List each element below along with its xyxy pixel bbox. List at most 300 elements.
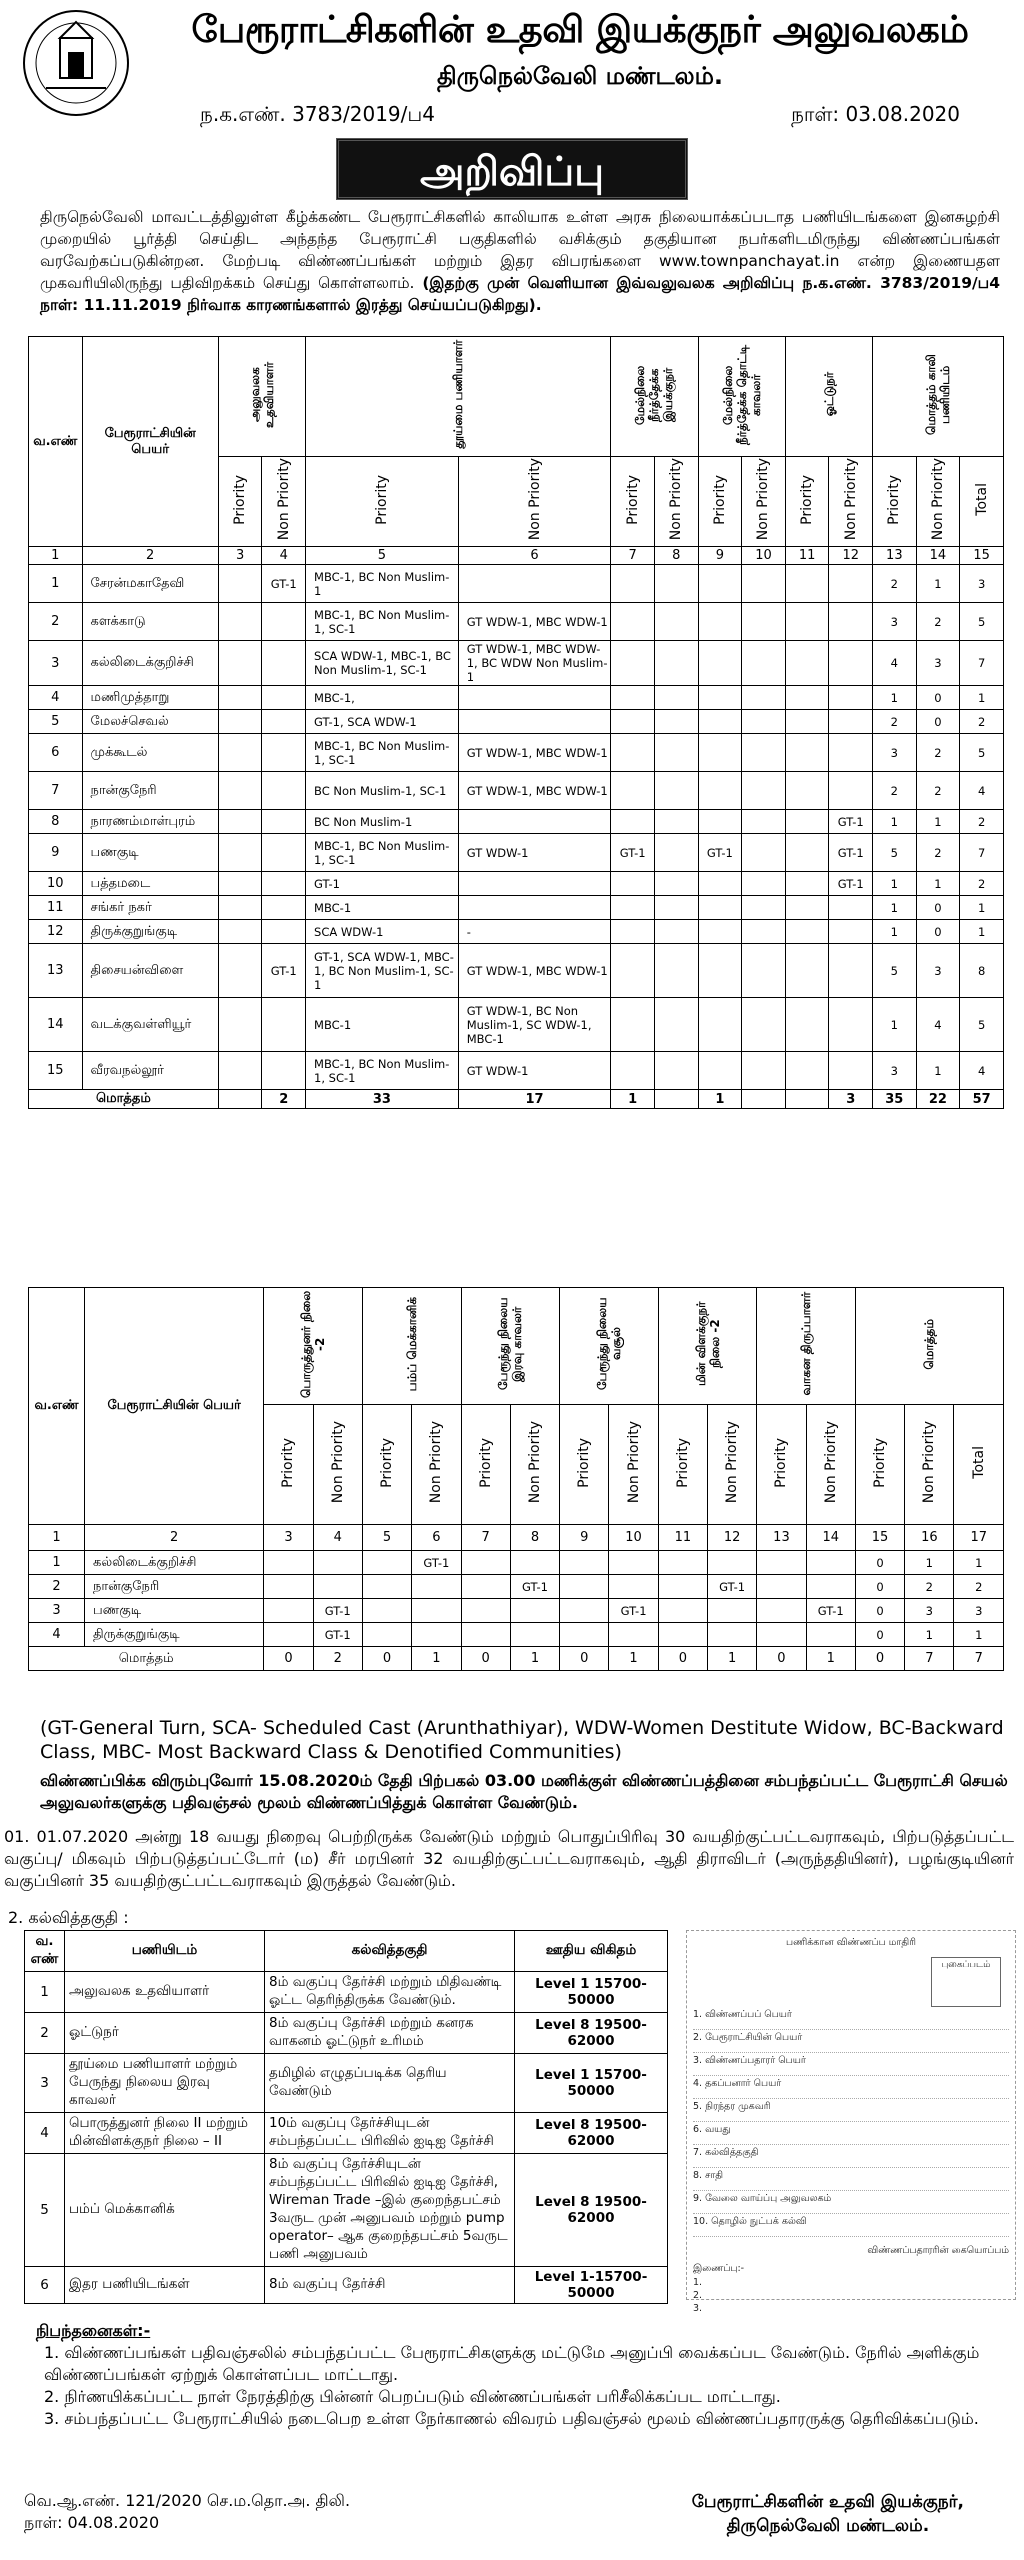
table-row — [29, 686, 1004, 710]
table-row — [29, 710, 1004, 734]
total-cell — [218, 1090, 262, 1109]
row-cell — [785, 834, 829, 872]
total-cell: 0 — [264, 1647, 313, 1671]
row-cell — [785, 810, 829, 834]
table-row — [29, 1551, 1004, 1575]
row-cell: GT-1, SCA WDW-1, MBC-1, BC Non Muslim-1, SC-1 — [306, 944, 459, 998]
row-cell — [461, 1575, 510, 1599]
row-cell — [458, 872, 611, 896]
edu-sno: 5 — [25, 2154, 65, 2267]
row-cell — [654, 872, 698, 896]
row-cell — [742, 944, 786, 998]
sub-header: Priority — [624, 474, 641, 525]
table-row — [29, 1052, 1004, 1090]
row-cell: MBC-1 — [306, 998, 459, 1052]
row-name: திருக்குறுங்குடி — [85, 1623, 264, 1647]
row-cell — [362, 1551, 411, 1575]
total-cell: 1 — [510, 1647, 559, 1671]
row-cell — [458, 686, 611, 710]
row-cell: 2 — [916, 834, 960, 872]
edu-pay: Level 1 15700-50000 — [515, 2054, 668, 2113]
column-number: 5 — [306, 547, 459, 565]
group-header: மேல்நிலை நீர்த்தேக்க இயக்குநர் — [633, 364, 676, 425]
total-cell: 0 — [362, 1647, 411, 1671]
row-cell — [218, 920, 262, 944]
row-cell — [611, 872, 655, 896]
row-cell: 8 — [960, 944, 1004, 998]
row-cell — [218, 710, 262, 734]
row-cell — [262, 896, 306, 920]
column-number: 3 — [218, 547, 262, 565]
row-sno: 5 — [29, 710, 83, 734]
application-form-sample — [686, 1930, 1016, 2314]
row-cell — [698, 603, 742, 641]
footer-signatory — [692, 2490, 964, 2538]
column-number: 10 — [609, 1525, 658, 1551]
row-cell: GT-1 — [306, 872, 459, 896]
row-cell — [829, 710, 873, 734]
edu-qual: 8ம் வகுப்பு தேர்ச்சி — [265, 2267, 515, 2304]
row-cell: GT-1 — [698, 834, 742, 872]
row-cell — [654, 565, 698, 603]
row-cell — [829, 896, 873, 920]
row-cell — [461, 1551, 510, 1575]
column-number: 12 — [708, 1525, 757, 1551]
row-cell — [698, 686, 742, 710]
row-sno: 10 — [29, 872, 83, 896]
column-number: 15 — [960, 547, 1004, 565]
row-name: வீரவநல்லூர் — [82, 1052, 218, 1090]
row-cell: 1 — [954, 1623, 1004, 1647]
row-cell — [611, 896, 655, 920]
column-number: 2 — [85, 1525, 264, 1551]
row-cell — [611, 998, 655, 1052]
row-cell — [560, 1623, 609, 1647]
row-cell: GT WDW-1, BC Non Muslim-1, SC WDW-1, MBC-1 — [458, 998, 611, 1052]
column-number: 7 — [611, 547, 655, 565]
sub-header: Non Priority — [929, 458, 946, 541]
apply-instruction: விண்ணப்பிக்க விரும்புவோர் 15.08.2020ம் தேதி பிற்பகல் 03.00 மணிக்குள் விண்ணப்பத்தினை சம்பந்தப்பட்ட பேரூராட்சி செயல் அலுவலர்களுக்கு பதிவஞ்சல் மூலம் விண்ணப்பித்துக் கொள்ள வேண்டும். — [40, 1771, 1008, 1812]
total-cell: 7 — [905, 1647, 954, 1671]
row-cell — [218, 565, 262, 603]
row-cell: 3 — [873, 603, 917, 641]
row-cell — [742, 872, 786, 896]
row-cell: 1 — [873, 686, 917, 710]
row-cell — [262, 710, 306, 734]
sub-header: Priority — [280, 1437, 297, 1488]
row-cell — [698, 641, 742, 686]
row-sno: 4 — [29, 1623, 85, 1647]
row-cell — [742, 565, 786, 603]
edu-qual: 8ம் வகுப்பு தேர்ச்சி மற்றும் கனரக வாகனம் ஓட்டுநர் உரிமம் — [265, 2013, 515, 2054]
conditions-section — [24, 2320, 1004, 2430]
col-name: பேரூராட்சியின் பெயர் — [82, 337, 218, 547]
row-cell — [708, 1623, 757, 1647]
row-cell — [757, 1575, 806, 1599]
row-name: வடக்குவள்ளியூர் — [82, 998, 218, 1052]
edu-row — [25, 2013, 668, 2054]
row-cell: GT-1 — [829, 872, 873, 896]
row-cell: GT-1 — [829, 810, 873, 834]
row-cell — [262, 834, 306, 872]
total-cell: 2 — [262, 1090, 306, 1109]
row-cell — [262, 772, 306, 810]
row-cell: MBC-1, BC Non Muslim-1, SC-1 — [306, 1052, 459, 1090]
column-number: 13 — [873, 547, 917, 565]
sub-header: Priority — [373, 474, 390, 525]
table-row — [29, 896, 1004, 920]
row-cell: GT-1 — [262, 944, 306, 998]
row-name: மணிமுத்தாறு — [82, 686, 218, 710]
row-cell — [611, 810, 655, 834]
edu-qual: 8ம் வகுப்பு தேர்ச்சியுடன் சம்பந்தப்பட்ட பிரிவில் ஐடிஐ தேர்ச்சி, Wireman Trade –இல் குறைந்தபட்சம் 3வருட முன் அனுபவம் மற்றும் pump operator– ஆக குறைந்தபட்சம் 5வருட பணி அனுபவம் — [265, 2154, 515, 2267]
row-cell — [829, 772, 873, 810]
form-photo-box: புகைப்படம் — [931, 1957, 1001, 2007]
table-row — [29, 1599, 1004, 1623]
group-header: ஓட்டுநர் — [821, 372, 836, 417]
row-cell — [829, 603, 873, 641]
form-field: 6. வயது — [693, 2124, 1009, 2145]
row-cell — [362, 1575, 411, 1599]
row-name: திசையன்விளை — [82, 944, 218, 998]
row-cell — [461, 1623, 510, 1647]
row-cell — [698, 810, 742, 834]
edu-post: பொருத்துனர் நிலை II மற்றும் மின்விளக்குநர் நிலை – II — [65, 2113, 265, 2154]
column-number: 12 — [829, 547, 873, 565]
row-cell — [262, 734, 306, 772]
row-cell — [742, 686, 786, 710]
total-cell: 22 — [916, 1090, 960, 1109]
row-cell: 0 — [916, 710, 960, 734]
row-cell — [262, 998, 306, 1052]
row-cell: 1 — [905, 1623, 954, 1647]
col-sno: வ.எண் — [29, 337, 83, 547]
row-sno: 14 — [29, 998, 83, 1052]
condition-item: 2. நிர்ணயிக்கப்பட்ட நாள் நேரத்திற்கு பின்னர் பெறப்படும் விண்ணப்பங்கள் பரிசீலிக்கப்பட மாட்டாது. — [44, 2387, 781, 2406]
row-cell: 1 — [916, 872, 960, 896]
total-cell: 3 — [829, 1090, 873, 1109]
intro-text: திருநெல்வேலி மாவட்டத்திலுள்ள கீழ்க்கண்ட பேரூராட்சிகளில் காலியாக உள்ள அரசு நிலையாக்கப்படாத பணியிடங்களை இனசுழற்சி முறையில் பூர்த்தி செய்திட அந்தந்த பேரூராட்சி பகுதிகளில் வசிக்கும் தகுதியான நபர்களிடமிருந்து விண்ணப்பங்கள் வரவேற்கப்படுகின்றன. மேற்படி விண்ணப்பங்கள் மற்றும் இதர விபரங்களை www.townpanchayat.in என்ற இணையதள முகவரியிலிருந்து பதிவிறக்கம் செய்து கொள்ளலாம். — [40, 208, 1000, 292]
row-cell — [742, 920, 786, 944]
row-cell — [708, 1551, 757, 1575]
row-cell: GT-1 — [611, 834, 655, 872]
sub-header-cell — [560, 1405, 609, 1525]
row-cell — [218, 810, 262, 834]
row-cell: 3 — [916, 944, 960, 998]
footer-ref-date: நாள்: 04.08.2020 — [24, 2513, 160, 2532]
sub-header: Non Priority — [755, 458, 772, 541]
row-cell — [262, 603, 306, 641]
row-cell: 4 — [916, 998, 960, 1052]
total-cell: 1 — [412, 1647, 461, 1671]
row-cell: 2 — [960, 710, 1004, 734]
group-header: மொத்தம் காலி பணியிடம் — [924, 354, 952, 435]
intro-cancel-note: (இதற்கு முன் வெளியான இவ்வலுவலக அறிவிப்பு ந.க.எண். 3783/2019/ப4 நாள்: 11.11.2019 நிர்வாக காரணங்களால் இரத்து செய்யப்படுகிறது). — [40, 274, 1000, 314]
col-sno: வ.எண் — [29, 1288, 85, 1525]
row-cell — [611, 772, 655, 810]
row-cell — [218, 834, 262, 872]
total-cell: 1 — [611, 1090, 655, 1109]
column-number: 3 — [264, 1525, 313, 1551]
group-header: தூய்மை பணியாளர் — [451, 340, 466, 449]
total-cell: 33 — [306, 1090, 459, 1109]
row-cell — [262, 872, 306, 896]
row-cell: GT WDW-1, MBC WDW-1 — [458, 772, 611, 810]
row-cell: 5 — [960, 734, 1004, 772]
row-cell — [829, 998, 873, 1052]
row-cell — [262, 810, 306, 834]
row-cell — [362, 1599, 411, 1623]
sub-header: Non Priority — [822, 1421, 839, 1504]
row-name: பணகுடி — [82, 834, 218, 872]
edu-col-sno: வ. எண் — [25, 1931, 65, 1972]
row-cell — [785, 998, 829, 1052]
row-cell — [262, 920, 306, 944]
form-field: 7. கல்வித்தகுதி — [693, 2147, 1009, 2168]
column-number: 6 — [412, 1525, 461, 1551]
row-sno: 1 — [29, 565, 83, 603]
row-cell: 0 — [916, 920, 960, 944]
row-cell: 2 — [873, 710, 917, 734]
vacancy-table-1 — [28, 336, 1004, 1109]
row-cell — [698, 1052, 742, 1090]
row-cell: 0 — [916, 686, 960, 710]
row-cell — [806, 1623, 855, 1647]
row-cell — [829, 734, 873, 772]
total-cell: 2 — [313, 1647, 362, 1671]
intro-paragraph — [40, 206, 1000, 316]
row-cell: 1 — [873, 896, 917, 920]
row-sno: 8 — [29, 810, 83, 834]
row-cell: MBC-1 — [306, 896, 459, 920]
vacancy-table-2 — [28, 1287, 1004, 1671]
edu-pay: Level 1-15700-50000 — [515, 2267, 668, 2304]
row-cell: 2 — [905, 1575, 954, 1599]
row-name: பத்தமடை — [82, 872, 218, 896]
row-cell — [658, 1551, 707, 1575]
row-cell: 0 — [855, 1599, 904, 1623]
row-cell: BC Non Muslim-1 — [306, 810, 459, 834]
table-row — [29, 565, 1004, 603]
row-cell — [829, 641, 873, 686]
sub-header: Non Priority — [275, 458, 292, 541]
row-cell: 3 — [873, 734, 917, 772]
row-cell — [654, 810, 698, 834]
form-field: 3. விண்ணப்பதாரர் பெயர் — [693, 2055, 1009, 2076]
row-cell — [611, 641, 655, 686]
row-cell — [510, 1551, 559, 1575]
row-cell: 7 — [960, 641, 1004, 686]
row-cell: BC Non Muslim-1, SC-1 — [306, 772, 459, 810]
row-cell — [785, 603, 829, 641]
sub-header-cell — [461, 1405, 510, 1525]
sub-header: Priority — [886, 474, 903, 525]
edu-sno: 1 — [25, 1972, 65, 2013]
table-row — [29, 834, 1004, 872]
edu-qual: 10ம் வகுப்பு தேர்ச்சியுடன் சம்பந்தப்பட்ட பிரிவில் ஐடிஐ தேர்ச்சி — [265, 2113, 515, 2154]
row-cell — [458, 565, 611, 603]
row-cell: GT-1 — [708, 1575, 757, 1599]
row-cell — [611, 1052, 655, 1090]
total-row — [29, 1647, 1004, 1671]
row-cell: 1 — [873, 810, 917, 834]
column-number: 5 — [362, 1525, 411, 1551]
total-cell: 35 — [873, 1090, 917, 1109]
row-cell: 0 — [855, 1551, 904, 1575]
row-cell — [806, 1575, 855, 1599]
edu-col-post: பணியிடம் — [65, 1931, 265, 1972]
row-cell: MBC-1, — [306, 686, 459, 710]
row-cell — [654, 834, 698, 872]
total-cell — [654, 1090, 698, 1109]
row-cell: GT-1 — [262, 565, 306, 603]
row-cell — [698, 944, 742, 998]
sub-header: Total — [970, 1446, 987, 1479]
row-cell: 5 — [873, 834, 917, 872]
row-sno: 11 — [29, 896, 83, 920]
sub-header: Priority — [477, 1437, 494, 1488]
edu-qual: 8ம் வகுப்பு தேர்ச்சி மற்றும் மிதிவண்டி ஓட்ட தெரிந்திருக்க வேண்டும். — [265, 1972, 515, 2013]
row-name: முக்கூடல் — [82, 734, 218, 772]
sub-header: Non Priority — [526, 1421, 543, 1504]
column-number: 7 — [461, 1525, 510, 1551]
row-cell — [218, 772, 262, 810]
sub-header-cell — [905, 1405, 954, 1525]
row-cell — [742, 641, 786, 686]
row-sno: 1 — [29, 1551, 85, 1575]
row-name: நான்குநேரி — [85, 1575, 264, 1599]
edu-row — [25, 2267, 668, 2304]
row-cell — [785, 872, 829, 896]
row-cell — [218, 734, 262, 772]
column-number: 17 — [954, 1525, 1004, 1551]
table-row — [29, 1575, 1004, 1599]
row-cell — [785, 1052, 829, 1090]
column-number: 1 — [29, 1525, 85, 1551]
row-sno: 9 — [29, 834, 83, 872]
row-name: சங்கர் நகர் — [82, 896, 218, 920]
row-cell — [458, 810, 611, 834]
row-cell: SCA WDW-1 — [306, 920, 459, 944]
row-cell: 4 — [960, 1052, 1004, 1090]
row-name: கல்லிடைக்குறிச்சி — [82, 641, 218, 686]
row-cell — [412, 1575, 461, 1599]
column-number: 1 — [29, 547, 83, 565]
row-cell: 2 — [954, 1575, 1004, 1599]
form-field: 5. நிரந்தர முகவரி — [693, 2101, 1009, 2122]
row-cell — [654, 896, 698, 920]
row-cell — [654, 920, 698, 944]
row-cell — [654, 710, 698, 734]
sub-header-cell — [658, 1405, 707, 1525]
row-cell: GT WDW-1, MBC WDW-1 — [458, 944, 611, 998]
row-cell — [313, 1575, 362, 1599]
total-label: மொத்தம் — [29, 1647, 264, 1671]
group-header: பேரூந்து நிலைய வசூல் — [594, 1297, 623, 1391]
row-cell: 1 — [960, 686, 1004, 710]
sub-header: Priority — [711, 474, 728, 525]
condition-item: 1. விண்ணப்பங்கள் பதிவஞ்சலில் சம்பந்தப்பட்ட பேரூராட்சிகளுக்கு மட்டுமே அனுப்பி வைக்கப்பட வேண்டும். நேரில் அளிக்கும் விண்ணப்பங்கள் ஏற்றுக் கொள்ளப்பட மாட்டாது. — [44, 2343, 980, 2384]
column-number: 13 — [757, 1525, 806, 1551]
row-cell: 1 — [905, 1551, 954, 1575]
edu-post: அலுவலக உதவியாளர் — [65, 1972, 265, 2013]
row-cell: - — [458, 920, 611, 944]
form-field: 9. வேலை வாய்ப்பு அலுவலகம் — [693, 2193, 1009, 2214]
column-number: 11 — [658, 1525, 707, 1551]
row-cell — [510, 1623, 559, 1647]
row-cell — [654, 603, 698, 641]
row-cell — [611, 944, 655, 998]
sub-header: Non Priority — [921, 1421, 938, 1504]
education-table — [24, 1930, 668, 2304]
row-cell — [742, 834, 786, 872]
edu-sno: 3 — [25, 2054, 65, 2113]
column-number: 4 — [262, 547, 306, 565]
form-field: 4. தகப்பனார் பெயர் — [693, 2078, 1009, 2099]
office-title: பேரூராட்சிகளின் உதவி இயக்குநர் அலுவலகம் — [191, 8, 969, 51]
row-sno: 15 — [29, 1052, 83, 1090]
row-cell — [412, 1599, 461, 1623]
row-cell — [785, 772, 829, 810]
row-cell: 2 — [873, 565, 917, 603]
table-row — [29, 998, 1004, 1052]
row-cell: MBC-1, BC Non Muslim-1, SC-1 — [306, 834, 459, 872]
sub-header-cell — [313, 1405, 362, 1525]
total-cell: 0 — [855, 1647, 904, 1671]
row-cell — [785, 565, 829, 603]
row-cell: 5 — [960, 603, 1004, 641]
row-cell — [560, 1575, 609, 1599]
column-number: 16 — [905, 1525, 954, 1551]
form-field: 8. சாதி — [693, 2170, 1009, 2191]
row-name: திருக்குறுங்குடி — [82, 920, 218, 944]
row-cell — [742, 603, 786, 641]
row-cell: 1 — [960, 896, 1004, 920]
row-cell — [362, 1623, 411, 1647]
row-cell: 2 — [916, 772, 960, 810]
row-cell — [742, 710, 786, 734]
row-cell: 5 — [873, 944, 917, 998]
row-cell: 1 — [916, 565, 960, 603]
row-cell: 1 — [916, 1052, 960, 1090]
total-cell: 0 — [757, 1647, 806, 1671]
total-row — [29, 1090, 1004, 1109]
row-cell — [560, 1599, 609, 1623]
column-number: 11 — [785, 547, 829, 565]
row-cell — [458, 896, 611, 920]
column-number: 8 — [510, 1525, 559, 1551]
column-number: 4 — [313, 1525, 362, 1551]
sub-header-cell — [412, 1405, 461, 1525]
row-cell: 5 — [960, 998, 1004, 1052]
row-cell: GT-1 — [510, 1575, 559, 1599]
row-cell — [742, 998, 786, 1052]
notice-heading: அறிவிப்பு — [336, 138, 688, 200]
row-cell — [742, 810, 786, 834]
row-cell: 4 — [873, 641, 917, 686]
edu-post: தூய்மை பணியாளர் மற்றும் பேருந்து நிலைய இரவு காவலர் — [65, 2054, 265, 2113]
edu-pay: Level 8 19500-62000 — [515, 2154, 668, 2267]
edu-row — [25, 2154, 668, 2267]
sub-header: Non Priority — [668, 458, 685, 541]
form-enclosure: இணைப்பு:- — [693, 2263, 745, 2274]
row-cell — [785, 686, 829, 710]
number-row — [29, 1525, 1004, 1551]
row-cell: MBC-1, BC Non Muslim-1, SC-1 — [306, 603, 459, 641]
row-name: சேரன்மகாதேவி — [82, 565, 218, 603]
row-cell — [806, 1551, 855, 1575]
row-sno: 13 — [29, 944, 83, 998]
